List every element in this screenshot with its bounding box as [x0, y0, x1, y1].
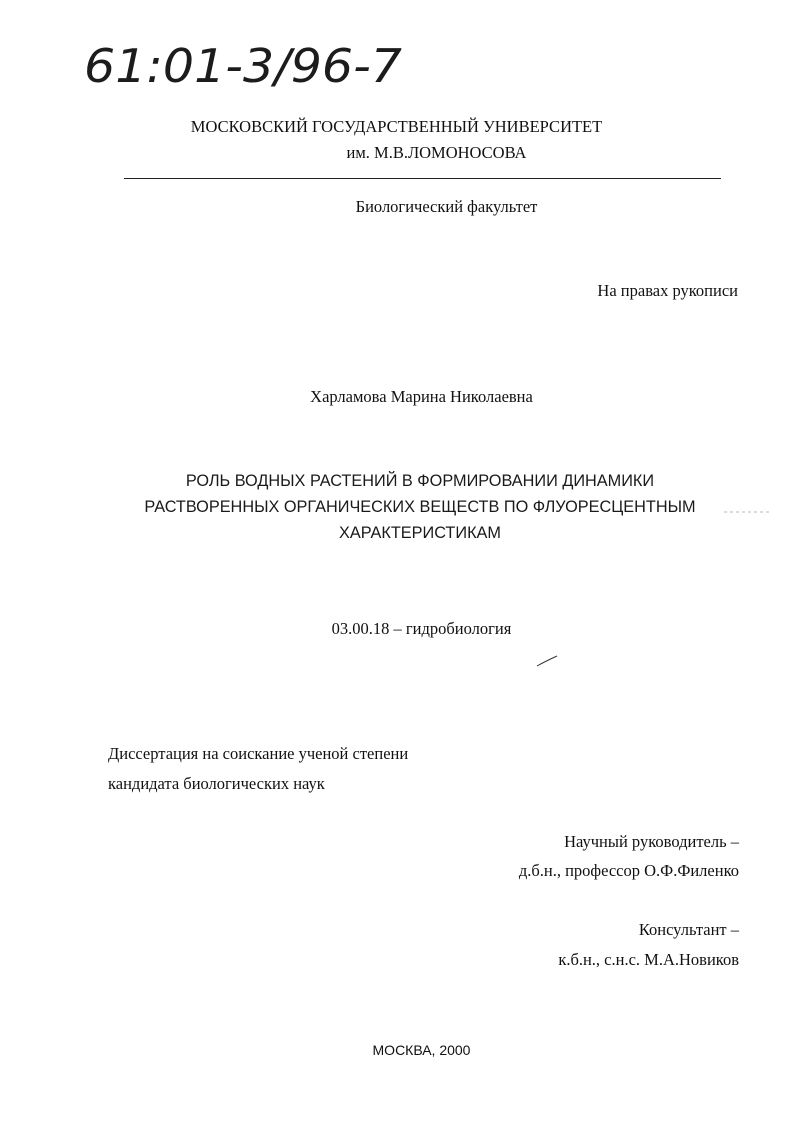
supervisor-label: Научный руководитель – [564, 832, 739, 851]
handwritten-catalog-code [82, 30, 412, 100]
supervisor-name: д.б.н., профессор О.Ф.Филенко [518, 861, 739, 880]
rights-note: На правах рукописи [597, 281, 738, 300]
pen-stroke-mark [536, 655, 558, 667]
consultant-label: Консультант – [638, 920, 739, 939]
footer-city-year: МОСКВА, 2000 [372, 1042, 471, 1058]
dissertation-degree-line-1: Диссертация на соискание ученой степени [108, 744, 409, 763]
dissertation-degree-line-2: кандидата биологических наук [108, 774, 325, 793]
author-name: Харламова Марина Николаевна [310, 387, 533, 406]
title-line-1: РОЛЬ ВОДНЫХ РАСТЕНИЙ В ФОРМИРОВАНИИ ДИНАМИКИ [185, 472, 655, 490]
university-name: МОСКОВСКИЙ ГОСУДАРСТВЕННЫЙ УНИВЕРСИТЕТ [190, 117, 603, 136]
scan-mark-dash [724, 510, 770, 514]
title-line-2: РАСТВОРЕННЫХ ОРГАНИЧЕСКИХ ВЕЩЕСТВ ПО ФЛУОРЕСЦЕНТНЫМ [144, 498, 696, 516]
title-line-3: ХАРАКТЕРИСТИКАМ [339, 524, 501, 542]
university-named-after: им. М.В.ЛОМОНОСОВА [346, 143, 527, 162]
consultant-name: к.б.н., с.н.с. М.А.Новиков [558, 950, 739, 969]
dissertation-title [95, 468, 745, 546]
specialty-code: 03.00.18 – гидробиология [331, 619, 512, 638]
handwritten-code-text: 61:01-3/96-7 [84, 39, 402, 93]
faculty-name: Биологический факультет [355, 197, 538, 216]
header-divider [124, 178, 721, 179]
